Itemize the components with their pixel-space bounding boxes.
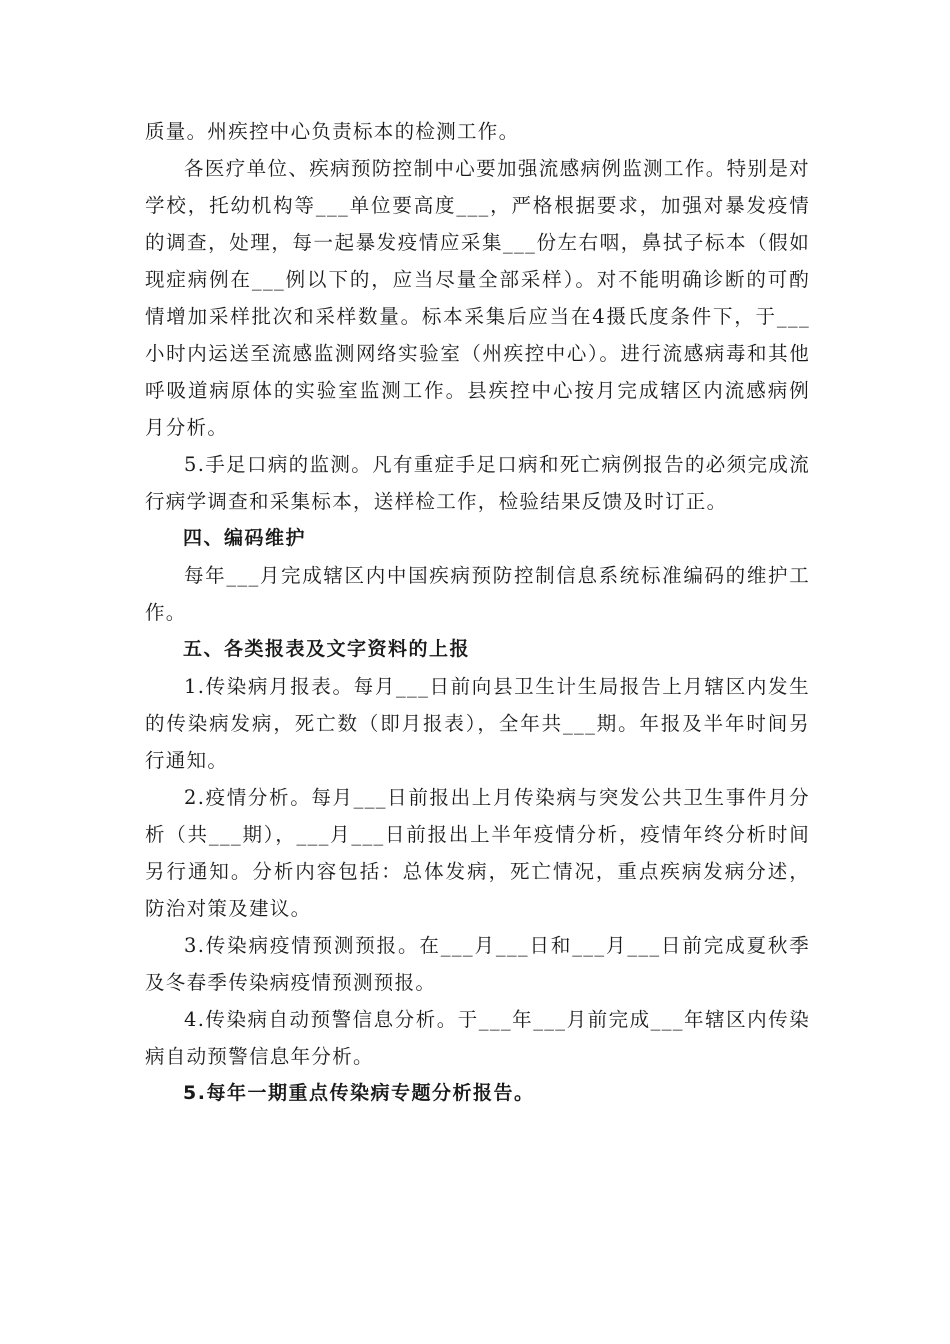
paragraph-epidemic-forecast: 3.传染病疫情预测预报。在___月___日和___月___日前完成夏秋季及冬春季传染病疫情预测预报。 bbox=[145, 934, 810, 994]
section-heading-special-report: 5.每年一期重点传染病专题分析报告。 bbox=[183, 1082, 535, 1104]
paragraph-influenza-monitoring: 各医疗单位、疾病预防控制中心要加强流感病例监测工作。特别是对学校，托幼机构等___单位要高度___，严格根据要求，加强对暴发疫情的调查，处理，每一起暴发疫情应采集___份左右咽，鼻拭子标本（假如现症病例在___例以下的，应当尽量全部采样）。对不能明确诊断的可酌情增加采样批次和采样数量。标本采集后应当在4摄氏度条件下，于___小时内运送至流感监测网络实验室（州疾控中心）。进行流感病毒和其他呼吸道病原体的实验室监测工作。县疾控中心按月完成辖区内流感病例月分析。 bbox=[145, 157, 810, 439]
document-body bbox=[145, 113, 810, 1112]
paragraph-monthly-report: 1.传染病月报表。每月___日前向县卫生计生局报告上月辖区内发生的传染病发病，死亡数（即月报表），全年共___期。年报及半年时间另行通知。 bbox=[145, 675, 810, 772]
section-heading-reports: 五、各类报表及文字资料的上报 bbox=[183, 638, 471, 660]
paragraph-early-warning-analysis: 4.传染病自动预警信息分析。于___年___月前完成___年辖区内传染病自动预警信息年分析。 bbox=[145, 1008, 810, 1068]
paragraph-coding-maintenance: 每年___月完成辖区内中国疾病预防控制信息系统标准编码的维护工作。 bbox=[145, 564, 810, 624]
section-heading-coding-maintenance: 四、编码维护 bbox=[183, 527, 307, 549]
paragraph-specimen-testing: 质量。州疾控中心负责标本的检测工作。 bbox=[145, 120, 520, 143]
paragraph-epidemic-analysis: 2.疫情分析。每月___日前报出上月传染病与突发公共卫生事件月分析（共___期），___月___日前报出上半年疫情分析，疫情年终分析时间另行通知。分析内容包括：总体发病，死亡情况，重点疾病发病分述，防治对策及建议。 bbox=[145, 786, 810, 920]
paragraph-hfmd-monitoring: 5.手足口病的监测。凡有重症手足口病和死亡病例报告的必须完成流行病学调查和采集标本，送样检工作，检验结果反馈及时订正。 bbox=[145, 453, 810, 513]
